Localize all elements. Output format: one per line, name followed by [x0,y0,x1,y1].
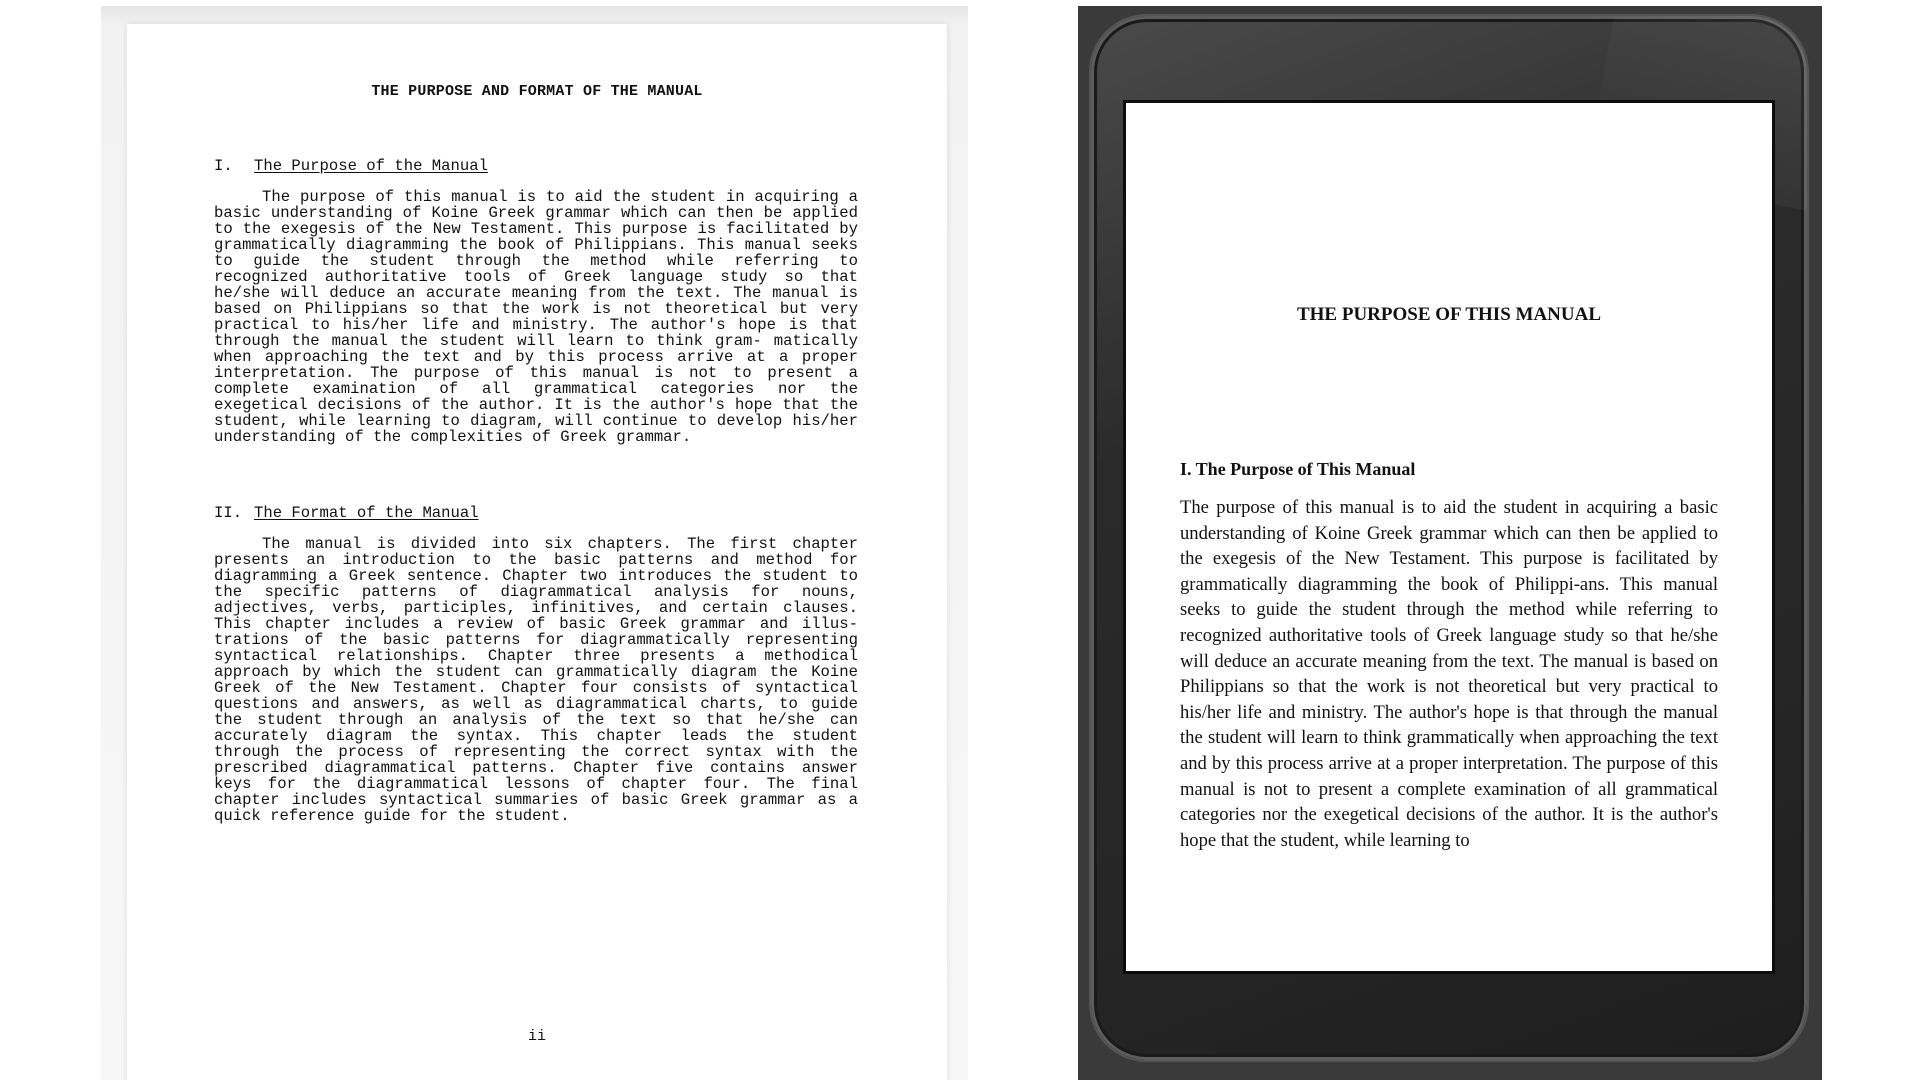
section2-paragraph: The manual is divided into six chapters. The first chapter presents an introduction to the basic patterns and method for diagramming a Greek sentence. Chapter two introduces the student to the specific patterns of diagrammatical analysis for nouns, adjectives, verbs, participles, infinitives, and certain clauses. This chapter includes a review of basic Greek grammar and illus- trations of the basic patterns for diagrammatically representing syntactical relationships. Chapter three presents a methodical approach by which the student can grammatically diagram the Koine Greek of the New Testament. Chapter four consists of syntactical questions and answers, as well as diagrammatical charts, to guide the student through an analysis of the text so that he/she can accurately diagram the syntax. This chapter leads the student through the process of representing the correct syntax with the prescribed diagrammatical patterns. Chapter five contains answer keys for the diagrammatical lessons of chapter four. The final chapter includes syntactical summaries of basic Greek grammar as a quick reference guide for the student. [214,535,858,825]
ebook-paragraph: The purpose of this manual is to aid the student in acquiring a basic understanding of Koine Greek grammar which can then be applied to the exegesis of the New Testament. This purpose is facilitated by grammatically diagramming the book of Philippi-ans. This manual seeks to guide the student through the method while referring to recognized authoritative tools of Greek language study so that he/she will deduce an accurate meaning from the text. The manual is based on Philippians so that the work is not theoretical but very practical to his/her life and ministry. The author's hope is that through the manual the student will learn to think grammatically when approaching the text and by this process arrive at a proper interpretation. The purpose of this manual is not to present a complete examination of all grammatical categories nor the exegetical decisions of the author. It is the author's hope that the student, while learning to [1180,497,1718,851]
ebook-section-heading: I. The Purpose of This Manual [1180,459,1416,479]
section1-number: I. [214,157,233,175]
section1-heading-text: The Purpose of the Manual [254,157,488,175]
section1-paragraph: The purpose of this manual is to aid the student in acquiring a basic understanding of Koine Greek grammar which can then be applied to the exegesis of the New Testament. This purpose is facilitated by grammatically diagramming the book of Philippians. This manual seeks to guide the student through the method while referring to recognized authoritative tools of Greek language study so that he/she will deduce an accurate meaning from the text. The manual is based on Philippians so that the work is not theoretical but very practical to his/her life and ministry. The author's hope is that through the manual the student will learn to think gram- matically when approaching the text and by this process arrive at a proper interpretation. The purpose of this manual is not to present a complete examination of all grammatical categories nor the exegetical decisions of the author. It is the author's hope that the student, while learning to diagram, will continue to develop his/her understanding of the complexities of Greek grammar. [214,188,858,446]
scanned-page-title: THE PURPOSE AND FORMAT OF THE MANUAL [371,83,703,100]
scanned-page [127,24,947,1080]
section1-heading [214,157,488,175]
page-number: ii [527,1028,546,1045]
ebook-title: THE PURPOSE OF THIS MANUAL [1296,304,1602,325]
section2-number: II. [214,504,243,522]
tablet-screen [1126,103,1772,971]
section2-heading [214,504,479,522]
section2-heading-text: The Format of the Manual [254,504,479,522]
